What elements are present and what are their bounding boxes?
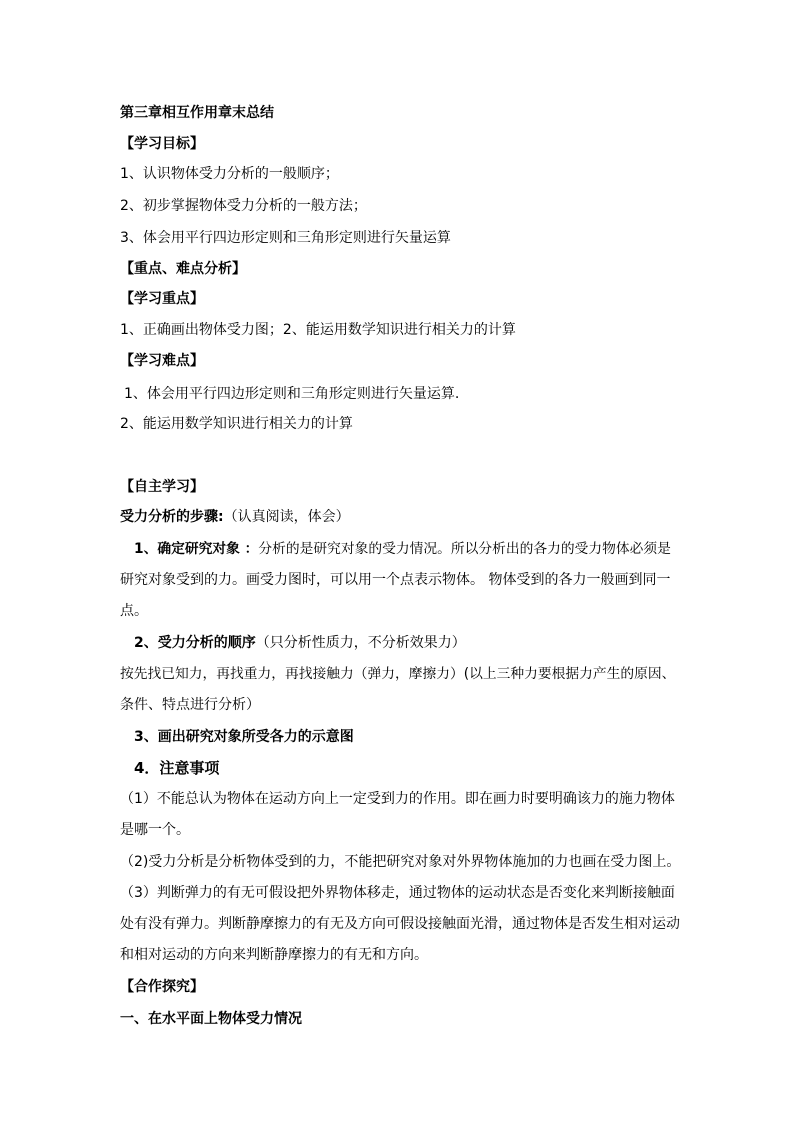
keypoints-heading: 【重点、难点分析】 bbox=[120, 261, 246, 277]
note-line: 是哪一个。 bbox=[120, 822, 190, 838]
step1-text: 分析的是研究对象的受力情况。所以分析出的各力的受力物体必须是 bbox=[258, 541, 671, 557]
steps-title-label: 受力分析的步骤: bbox=[120, 509, 224, 525]
note-line: 和相对运动的方向来判断静摩擦力的有无和方向。 bbox=[120, 947, 428, 963]
note-line: （3）判断弹力的有无可假设把外界物体移走，通过物体的运动状态是否变化来判断接触面 bbox=[120, 885, 675, 901]
goals-heading: 【学习目标】 bbox=[120, 136, 204, 152]
difficulty-item: 1、体会用平行四边形定则和三角形定则进行矢量运算. bbox=[124, 386, 460, 402]
goal-item: 2、初步掌握物体受力分析的一般方法； bbox=[120, 198, 367, 214]
step2-line: 条件、特点进行分析） bbox=[120, 697, 260, 713]
cooperation-heading: 【合作探究】 bbox=[120, 979, 204, 995]
goal-item: 1、认识物体受力分析的一般顺序； bbox=[120, 166, 339, 182]
step3-line: 3、画出研究对象所受各力的示意图 bbox=[134, 729, 354, 745]
step2-line: 按先找已知力，再找重力，再找接触力（弹力，摩擦力）(以上三种力要根据力产生的原因、 bbox=[120, 666, 676, 682]
goal-item: 3、体会用平行四边形定则和三角形定则进行矢量运算 bbox=[120, 230, 451, 246]
step2-note: （只分析性质力，不分析效果力） bbox=[255, 635, 466, 651]
note-line: （2)受力分析是分析物体受到的力，不能把研究对象对外界物体施加的力也画在受力图上。 bbox=[120, 854, 681, 870]
step1-line: 研究对象受到的力。画受力图时，可以用一个点表示物体。 物体受到的各力一般画到同一 bbox=[120, 572, 671, 588]
section1-heading: 一、在水平面上物体受力情况 bbox=[120, 1011, 302, 1027]
self-study-heading: 【自主学习】 bbox=[120, 479, 204, 495]
note-line: 处有没有弹力。判断静摩擦力的有无及方向可假设接触面光滑，通过物体是否发生相对运动 bbox=[120, 916, 680, 932]
step2-label: 2、受力分析的顺序 bbox=[134, 635, 256, 651]
focus-text: 1、正确画出物体受力图；2、能运用数学知识进行相关力的计算 bbox=[120, 322, 516, 338]
step2-line bbox=[134, 635, 694, 651]
focus-heading: 【学习重点】 bbox=[120, 291, 204, 307]
step1-line bbox=[134, 541, 675, 557]
difficulty-heading: 【学习难点】 bbox=[120, 353, 204, 369]
difficulty-item: 2、能运用数学知识进行相关力的计算 bbox=[120, 416, 353, 432]
step1-line: 点。 bbox=[120, 603, 148, 619]
steps-title-note: （认真阅读，体会） bbox=[223, 509, 350, 525]
step1-label: 1、确定研究对象 ： bbox=[134, 541, 259, 557]
document-title: 第三章相互作用章末总结 bbox=[120, 105, 274, 121]
steps-title bbox=[120, 509, 680, 525]
note-line: （1）不能总认为物体在运动方向上一定受到力的作用。即在画力时要明确该力的施力物体 bbox=[120, 791, 675, 807]
step4-heading: 4．注意事项 bbox=[134, 759, 220, 777]
